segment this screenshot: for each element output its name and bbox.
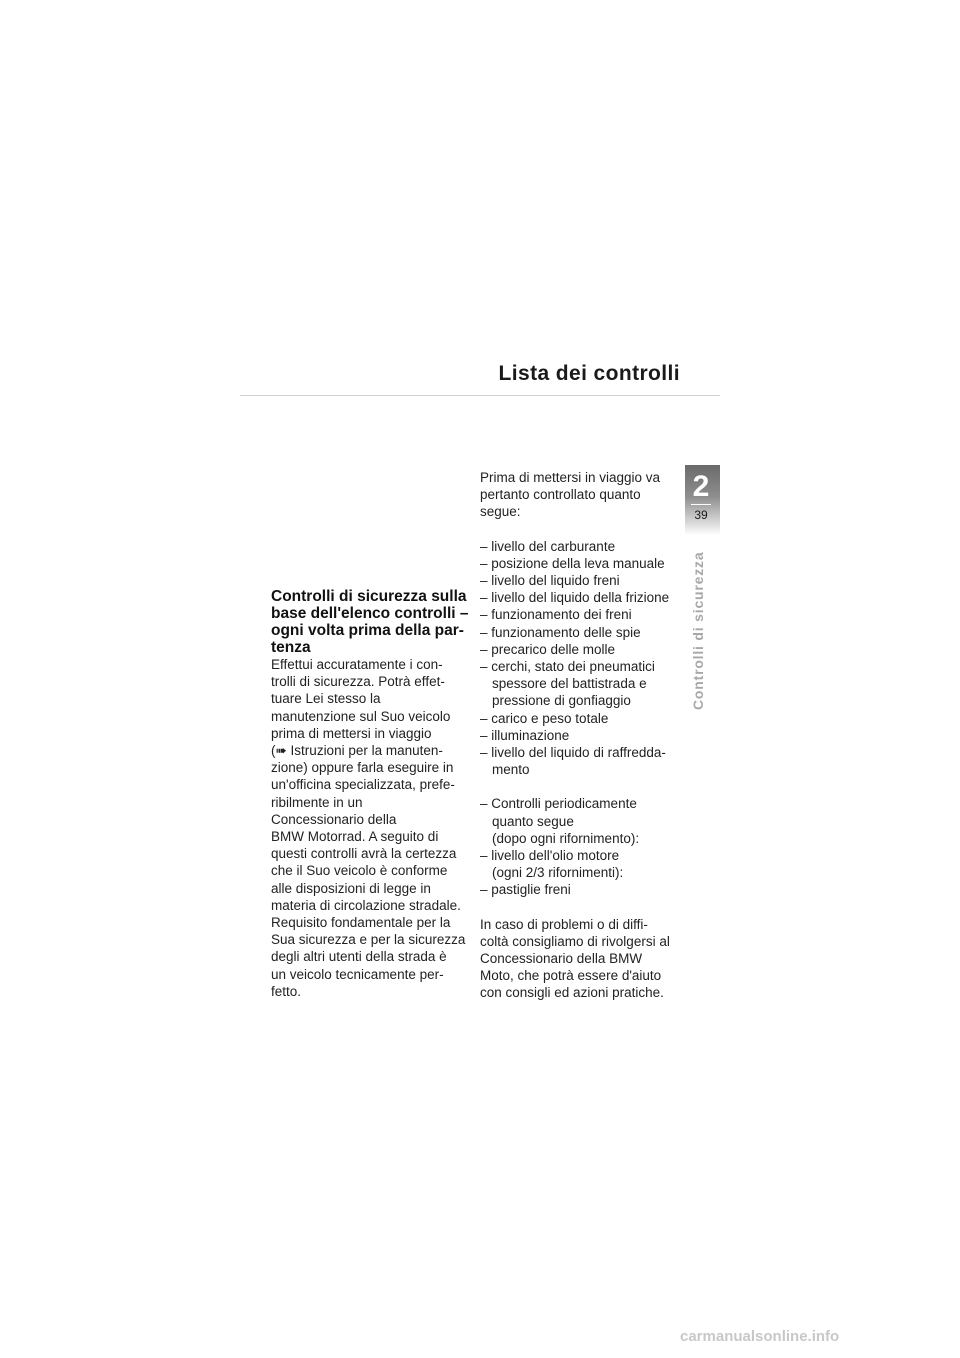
page-title: Lista dei controlli: [498, 362, 680, 385]
closing-line: Moto, che potrà essere d'aiuto: [480, 968, 662, 984]
body-line: Sua sicurezza e per la sicurezza: [271, 932, 466, 948]
heading-line: Controlli di sicurezza sulla: [271, 588, 467, 605]
body-line: un veicolo tecnicamente per-: [271, 966, 444, 982]
chapter-number: 2: [692, 470, 710, 503]
body-line: un'officina specializzata, prefe-: [271, 777, 455, 793]
body-line: Effettui accuratamente i con-: [271, 657, 443, 672]
periodic-item: – pastiglie freni: [480, 882, 571, 898]
heading-line: ogni volta prima della par-: [271, 622, 464, 639]
closing-line: con consigli ed azioni pratiche.: [480, 985, 664, 1001]
title-divider: [240, 395, 720, 396]
closing-line: In caso di problemi o di diffi-: [480, 916, 648, 932]
body-line: tuare Lei stesso la: [271, 691, 381, 707]
body-line: BMW Motorrad. A seguito di: [271, 829, 439, 845]
body-line: prima di mettersi in viaggio: [271, 725, 432, 741]
heading-line: base dell'elenco controlli –: [271, 605, 469, 622]
periodic-item-continuation: (ogni 2/3 rifornimenti):: [492, 865, 624, 881]
checklist: [480, 538, 685, 779]
periodic-item-continuation: quanto segue: [492, 813, 574, 829]
body-line: fetto.: [271, 983, 302, 999]
closing-paragraph: [480, 916, 685, 1002]
body-line: zione) oppure farla eseguire in: [271, 760, 454, 776]
checklist-item-continuation: spessore del battistrada e: [492, 676, 647, 692]
intro-line: pertanto controllato quanto: [480, 487, 641, 503]
intro-line: Prima di mettersi in viaggio va: [480, 470, 661, 485]
checklist-item: – carico e peso totale: [480, 710, 609, 726]
checklist-item: – livello del liquido della frizione: [480, 590, 670, 606]
body-line: manutenzione sul Suo veicolo: [271, 708, 451, 724]
checklist-item: – livello del liquido freni: [480, 573, 620, 589]
body-line: alle disposizioni di legge in: [271, 880, 431, 896]
section-heading: [271, 588, 471, 656]
body-line: materia di circolazione stradale.: [271, 897, 461, 913]
intro-paragraph: [480, 469, 685, 521]
heading-line: tenza: [271, 639, 311, 656]
body-paragraph: [271, 656, 471, 1000]
checklist-item: – funzionamento delle spie: [480, 624, 641, 640]
checklist-item: – livello del liquido di raffredda-: [480, 745, 666, 761]
checklist-item-continuation: mento: [492, 762, 530, 778]
body-line: Requisito fondamentale per la: [271, 915, 451, 931]
body-line: trolli di sicurezza. Potrà effet-: [271, 674, 445, 690]
checklist-item: – posizione della leva manuale: [480, 555, 665, 571]
checklist-item: – cerchi, stato dei pneumatici: [480, 659, 655, 675]
periodic-item-continuation: (dopo ogni rifornimento):: [492, 830, 640, 846]
page-number: 39: [694, 508, 708, 522]
checklist-item: – precarico delle molle: [480, 641, 616, 657]
body-line: che il Suo veicolo è conforme: [271, 863, 448, 879]
body-line: Concessionario della: [271, 811, 397, 827]
section-side-label: Controlli di sicurezza: [690, 551, 706, 710]
checklist-item-continuation: pressione di gonfiaggio: [492, 693, 631, 709]
periodic-item: – livello dell'olio motore: [480, 848, 620, 864]
closing-line: Concessionario della BMW: [480, 951, 643, 967]
chapter-divider: [691, 504, 711, 505]
left-column: [271, 588, 471, 1000]
body-line: (➠ Istruzioni per la manuten-: [271, 743, 443, 759]
periodic-item: – Controlli periodicamente: [480, 796, 637, 812]
periodic-checks: [480, 795, 685, 898]
body-line: questi controlli avrà la certezza: [271, 846, 457, 862]
checklist-item: – illuminazione: [480, 727, 570, 743]
closing-line: coltà consigliamo di rivolgersi al: [480, 933, 670, 949]
checklist-item: – livello del carburante: [480, 538, 616, 554]
intro-line: segue:: [480, 504, 521, 520]
checklist-item: – funzionamento dei freni: [480, 607, 632, 623]
right-column: [480, 469, 685, 1002]
body-line: ribilmente in un: [271, 794, 363, 810]
body-line: degli altri utenti della strada è: [271, 949, 447, 965]
watermark: carmanualsonline.info: [680, 1328, 840, 1345]
